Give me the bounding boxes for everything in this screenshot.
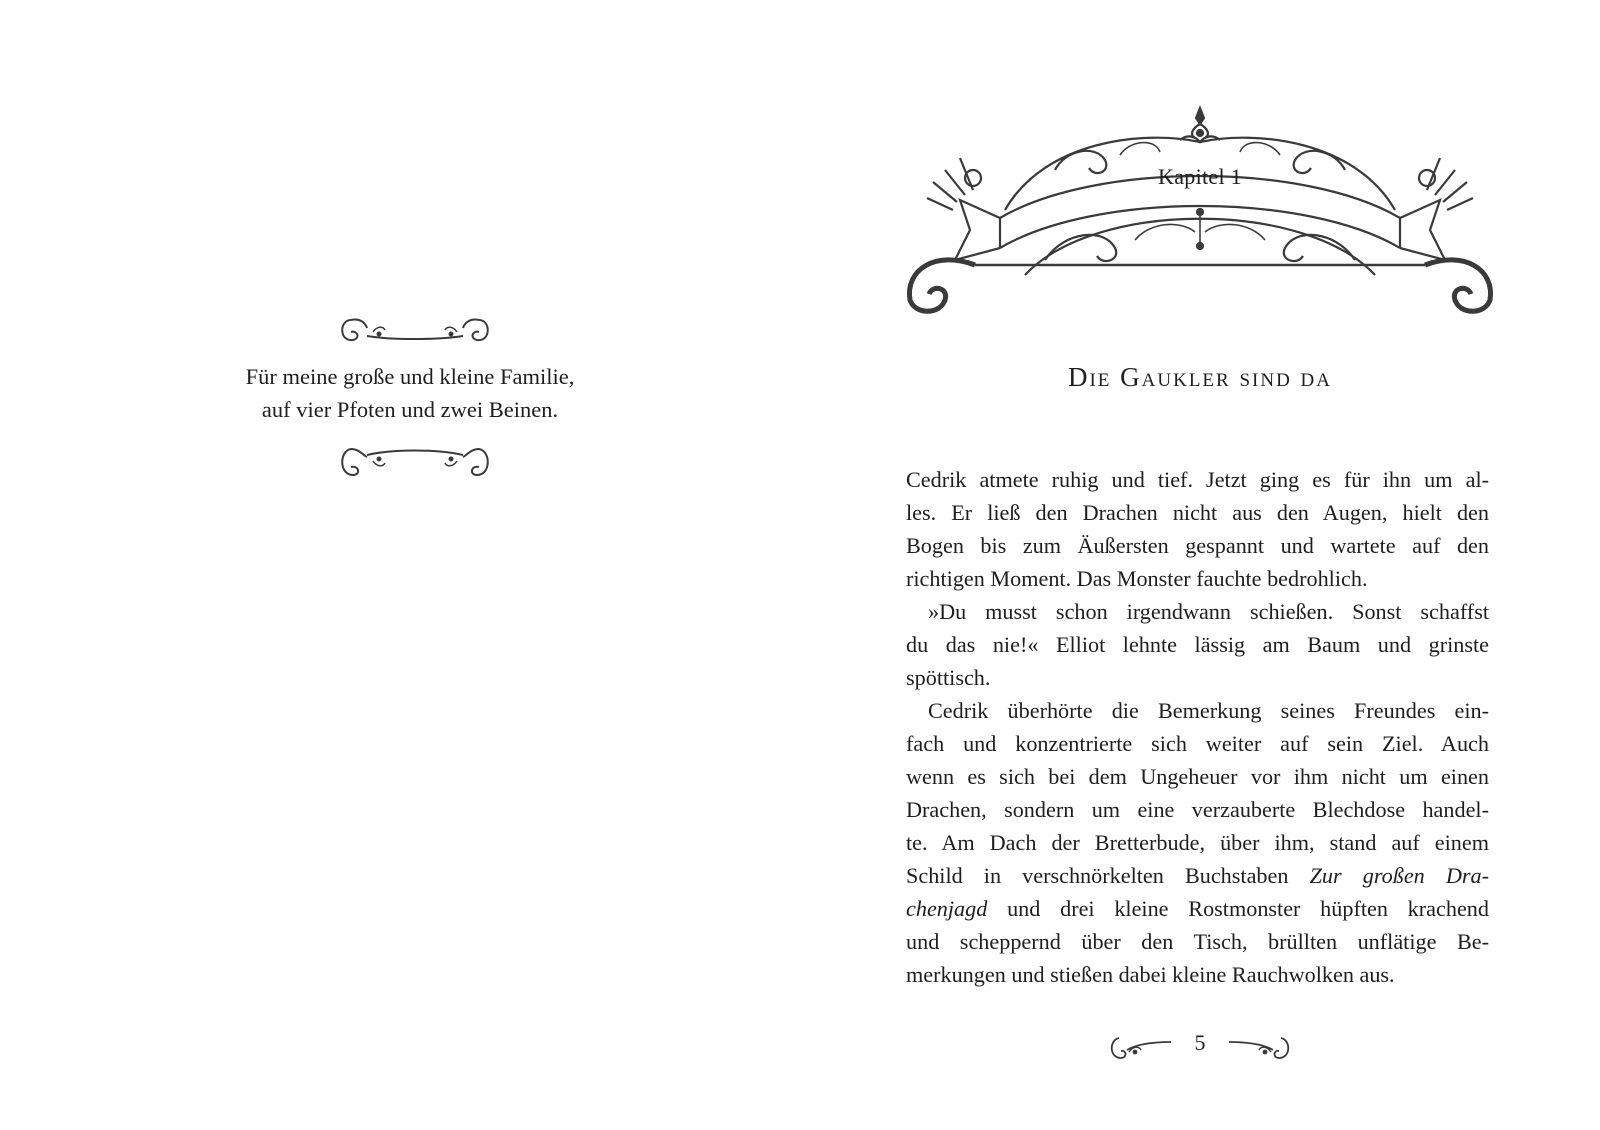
sign-text-italic: Zur großen Dra- (1309, 863, 1489, 888)
text-line: Bogen bis zum Äußersten gespannt und wartete auf den (906, 533, 1489, 558)
scroll-flourish-icon (337, 445, 493, 483)
text-line: und scheppernd über den Tisch, brüllten unflätige Be- (906, 929, 1489, 954)
text-line: spöttisch. (906, 665, 991, 690)
sign-text-italic: chenjagd (906, 896, 988, 921)
text-line: du das nie!« Elliot lehnte lässig am Baum und grinste (906, 632, 1489, 657)
text-line: Cedrik atmete ruhig und tief. Jetzt ging es für ihn um al- (906, 467, 1489, 492)
scroll-flourish-icon (337, 310, 493, 346)
text-line: »Du musst schon irgendwann schießen. Sonst schaffst (928, 599, 1489, 624)
ornate-ribbon-banner (905, 100, 1495, 325)
text-line: les. Er ließ den Drachen nicht aus den Augen, hielt den (906, 500, 1489, 525)
text-line: wenn es sich bei dem Ungeheuer vor ihm nicht um einen (906, 764, 1489, 789)
dedication (200, 360, 620, 426)
flourish-icon (1225, 1032, 1293, 1062)
text-line: te. Am Dach der Bretterbude, über ihm, stand auf einem (906, 830, 1489, 855)
text-line (906, 859, 1489, 892)
text-line: fach und konzentrierte sich weiter auf sein Ziel. Auch (906, 731, 1489, 756)
page-number: 5 (1194, 1030, 1206, 1055)
chapter-title: Die Gaukler sind da (1067, 362, 1332, 392)
text-line: richtigen Moment. Das Monster fauchte bedrohlich. (906, 566, 1368, 591)
text-line: merkungen und stießen dabei kleine Rauchwolken aus. (906, 962, 1395, 987)
chapter-body (906, 463, 1489, 991)
text-run: und drei kleine Rostmonster hüpften krachend (1007, 896, 1489, 921)
dedication-line: Für meine große und kleine Familie, (245, 364, 575, 389)
text-line: Drachen, sondern um eine verzauberte Blechdose handel- (906, 797, 1489, 822)
text-run: Schild in verschnörkelten Buchstaben (906, 863, 1289, 888)
text-line: Cedrik überhörte die Bemerkung seines Freundes ein- (928, 698, 1489, 723)
flourish-icon (1107, 1032, 1175, 1062)
dedication-line: auf vier Pfoten und zwei Beinen. (261, 397, 559, 422)
chapter-label: Kapitel 1 (1158, 164, 1242, 189)
text-line (906, 892, 1489, 925)
